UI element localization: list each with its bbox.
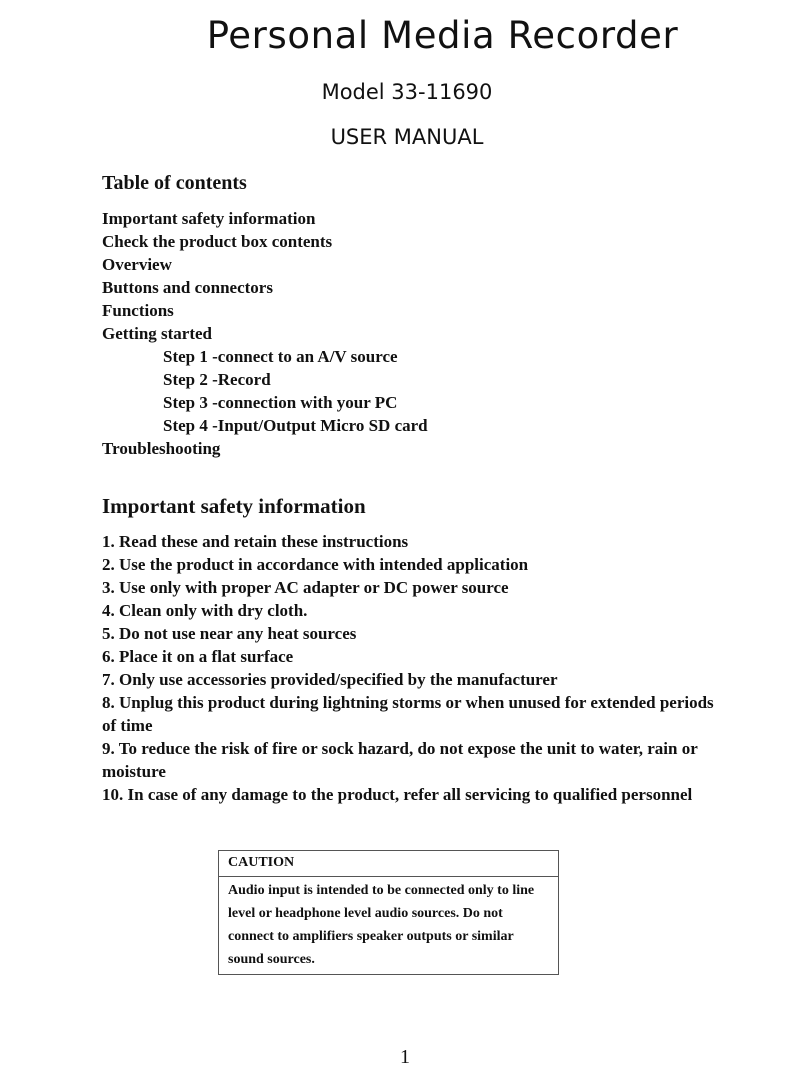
document-title: Personal Media Recorder — [206, 14, 679, 57]
safety-item: 3. Use only with proper AC adapter or DC power source — [102, 578, 509, 597]
safety-item: 8. Unplug this product during lightning storms or when unused for extended periods of time — [102, 693, 714, 735]
model-number: Model 33-11690 — [321, 80, 493, 104]
safety-item: 7. Only use accessories provided/specified by the manufacturer — [102, 670, 558, 689]
caution-text: Audio input is intended to be connected only to line level or headphone level audio sources. Do not connect to amplifiers speaker outputs or similar sound sources. — [228, 883, 535, 967]
safety-item: 2. Use the product in accordance with intended application — [102, 555, 529, 574]
toc-sub-item: Step 2 -Record — [163, 370, 271, 389]
safety-heading: Important safety information — [102, 494, 366, 518]
toc-sub-item: Step 4 -Input/Output Micro SD card — [163, 416, 428, 435]
page-number: 1 — [400, 1046, 410, 1068]
toc-item: Important safety information — [102, 209, 316, 228]
safety-item: 1. Read these and retain these instructions — [102, 532, 409, 551]
toc-item: Overview — [102, 255, 172, 274]
toc-sub-item: Step 3 -connection with your PC — [163, 393, 398, 412]
toc-item: Buttons and connectors — [102, 278, 273, 297]
manual-subtitle: USER MANUAL — [330, 125, 484, 149]
table-of-contents — [102, 208, 428, 461]
toc-heading: Table of contents — [102, 172, 247, 194]
safety-list — [102, 530, 722, 806]
toc-item: Troubleshooting — [102, 439, 221, 458]
caution-title: CAUTION — [219, 851, 558, 877]
toc-item: Functions — [102, 301, 174, 320]
caution-box — [218, 850, 559, 975]
toc-item: Getting started — [102, 324, 213, 343]
toc-sub-item: Step 1 -connect to an A/V source — [163, 347, 398, 366]
toc-item: Check the product box contents — [102, 232, 333, 251]
safety-item: 9. To reduce the risk of fire or sock hazard, do not expose the unit to water, rain or moisture — [102, 739, 698, 781]
safety-item: 4. Clean only with dry cloth. — [102, 601, 308, 620]
safety-item: 5. Do not use near any heat sources — [102, 624, 357, 643]
safety-item: 6. Place it on a flat surface — [102, 647, 294, 666]
safety-item: 10. In case of any damage to the product, refer all servicing to qualified personnel — [102, 785, 693, 804]
